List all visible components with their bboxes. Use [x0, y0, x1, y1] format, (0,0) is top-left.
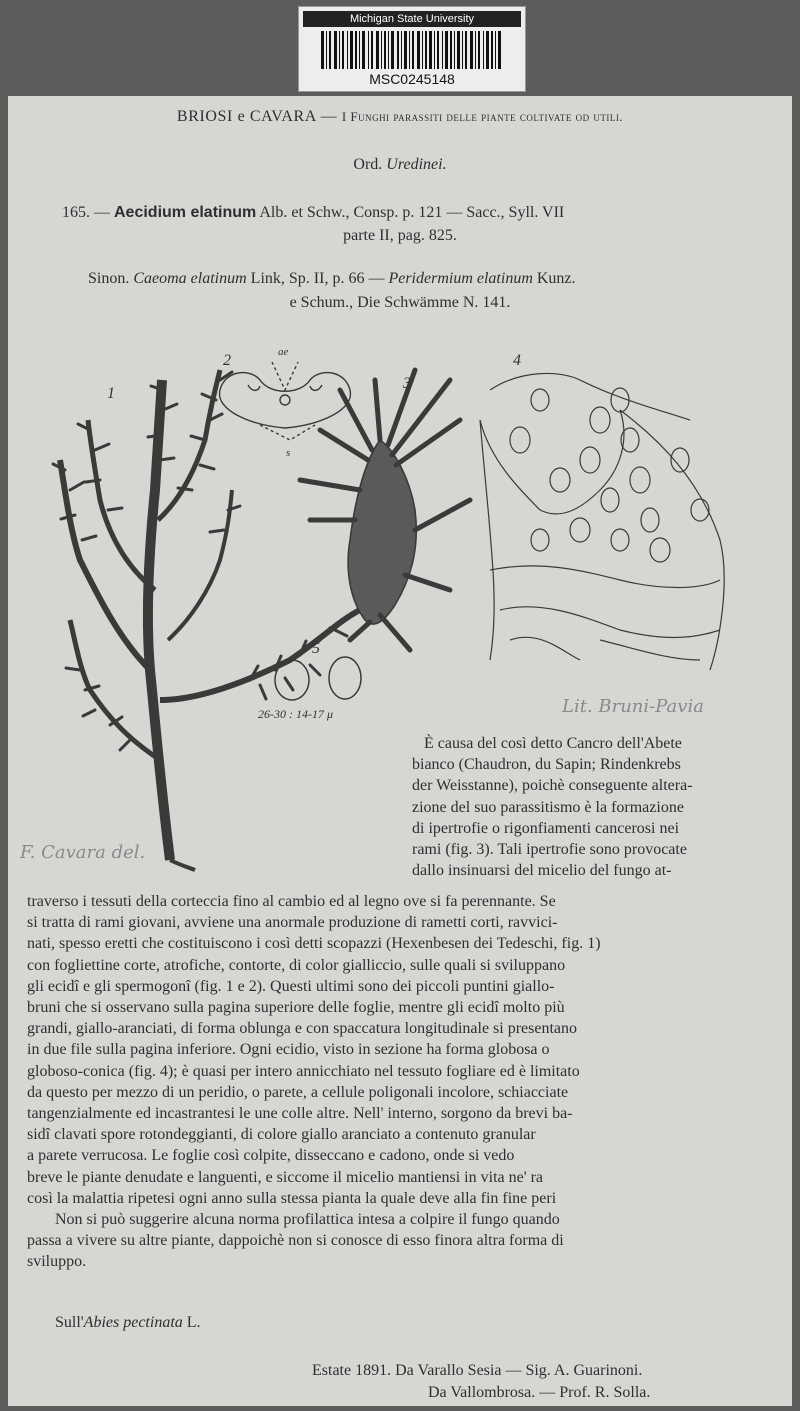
barcode-number: MSC0245148 [369, 71, 455, 87]
citation-1: Alb. et Schw., Consp. p. 121 — Sacc., Syll. VII [259, 204, 565, 221]
institution-name: Michigan State University [303, 11, 521, 27]
page-header: BRIOSI e CAVARA — I Funghi parassiti delle piante coltivate od utili. [176, 108, 624, 125]
fig-annotation-ae: ae [278, 346, 289, 358]
host-line: Sull'Abies pectinata L. [55, 1314, 201, 1331]
fig-label-1: 1 [107, 385, 115, 402]
body-paragraph-wrapped: È causa del così detto Cancro dell'Abete bianco (Chaudron, du Sapin; Rindenkrebs der Weisstanne), poichè conseguente altera- zione del suo parassitismo è la formazione di ipertrofie o rigonfiamenti cancerosi nei rami (fig. 3). Tali ipertrofie sono provocate dallo insinuarsi del micelio del fungo at- [412, 735, 693, 880]
entry-number: 165. [62, 204, 90, 221]
fig2-section [220, 373, 351, 428]
species-name: Aecidium elatinum [114, 204, 257, 221]
fig-annotation-s: s [286, 447, 291, 459]
synonym-2: Peridermium elatinum [388, 270, 533, 287]
artist-signature: F. Cavara del. [20, 842, 146, 863]
fig-label-5: 5 [312, 640, 320, 657]
host-name: Abies pectinata [83, 1314, 183, 1331]
collection-line-2: Da Vallombrosa. — Prof. R. Solla. [428, 1384, 651, 1401]
body-paragraph-full: traverso i tessuti della corteccia fino al cambio ed al legno ove si fa perennante. Se si tratta di rami giovani, avviene una anormale produzione di rametti corti, ravvici- nati, spesso eretti che costituiscono i così detti scopazzi (Hexenbesen dei Tedeschi, fig. 1) con fogliettine corte, atrofiche, contorte, di color gialliccio, sulle quali si sviluppano gli ecidî e gli spermogonî (fig. 1 e 2). Questi ultimi sono dei piccoli puntini giallo- bruni che si osservano sulla pagina superiore delle foglie, mentre gli ecidî molto più grandi, giallo-aranciati, di forma oblunga e con spaccatura longitudinale si presentano in due file sulla pagina inferiore. Ogni ecidio, visto in sezione ha forma globosa o globoso-conica (fig. 4); è quasi per intero annicchiato nel tessuto fogliare ed è limitato da questo per mezzo di un peridio, o parete, a cellule poligonali incolore, schiacciate tangenzialmente ed incastrantesi le une colle altre. Nell' interno, sorgono da brevi ba- sidî clavati spore rotondeggianti, di colore giallo aranciato a contenuto granular a parete verrucosa. Le foglie così colpite, disseccano e cadono, onde si vedo breve le piante denudate e languenti, e siccome il micelio mantiensi in vita ne' ra così la malattia ripetesi ogni anno sulla stessa pianta la quale deve alla fin fine peri Non si può suggerire alcuna norma profilattica intesa a colpire il fungo quando passa a vivere su altre piante, dappoichè non si conosce di esso finora altra forma di sviluppo. [27, 893, 601, 1271]
order-name: Uredinei. [386, 156, 447, 173]
order-line: Ord. Uredinei. [353, 156, 447, 173]
header-authors: BRIOSI e CAVARA [176, 108, 317, 125]
spore-measure: 26-30 : 14-17 μ [258, 707, 334, 721]
fig-label-3: 3 [403, 375, 411, 392]
header-series: I Funghi parassiti delle piante coltivate od utili. [341, 109, 624, 124]
barcode-icon [321, 31, 503, 69]
fig-label-2: 2 [223, 352, 231, 369]
fig3-canker [348, 440, 416, 624]
litho-signature: Lit. Bruni-Pavia [562, 696, 704, 717]
collection-line-1: Estate 1891. Da Varallo Sesia — Sig. A. Guarinoni. [312, 1362, 643, 1379]
synonyms-ref: e Schum., Die Schwämme N. 141. [289, 294, 511, 311]
fig4-aecidium-section [480, 373, 724, 670]
synonyms-line: Sinon. Caeoma elatinum Link, Sp. II, p. 66 — Peridermium elatinum Kunz. [88, 270, 576, 287]
barcode-label [298, 6, 526, 92]
entry-line: 165. — Aecidium elatinum Alb. et Schw., Consp. p. 121 — Sacc., Syll. VII [62, 204, 565, 221]
citation-2: parte II, pag. 825. [343, 227, 457, 244]
synonym-1: Caeoma elatinum [133, 270, 247, 287]
fig-label-4: 4 [513, 352, 521, 369]
fig1-branch [148, 380, 170, 860]
